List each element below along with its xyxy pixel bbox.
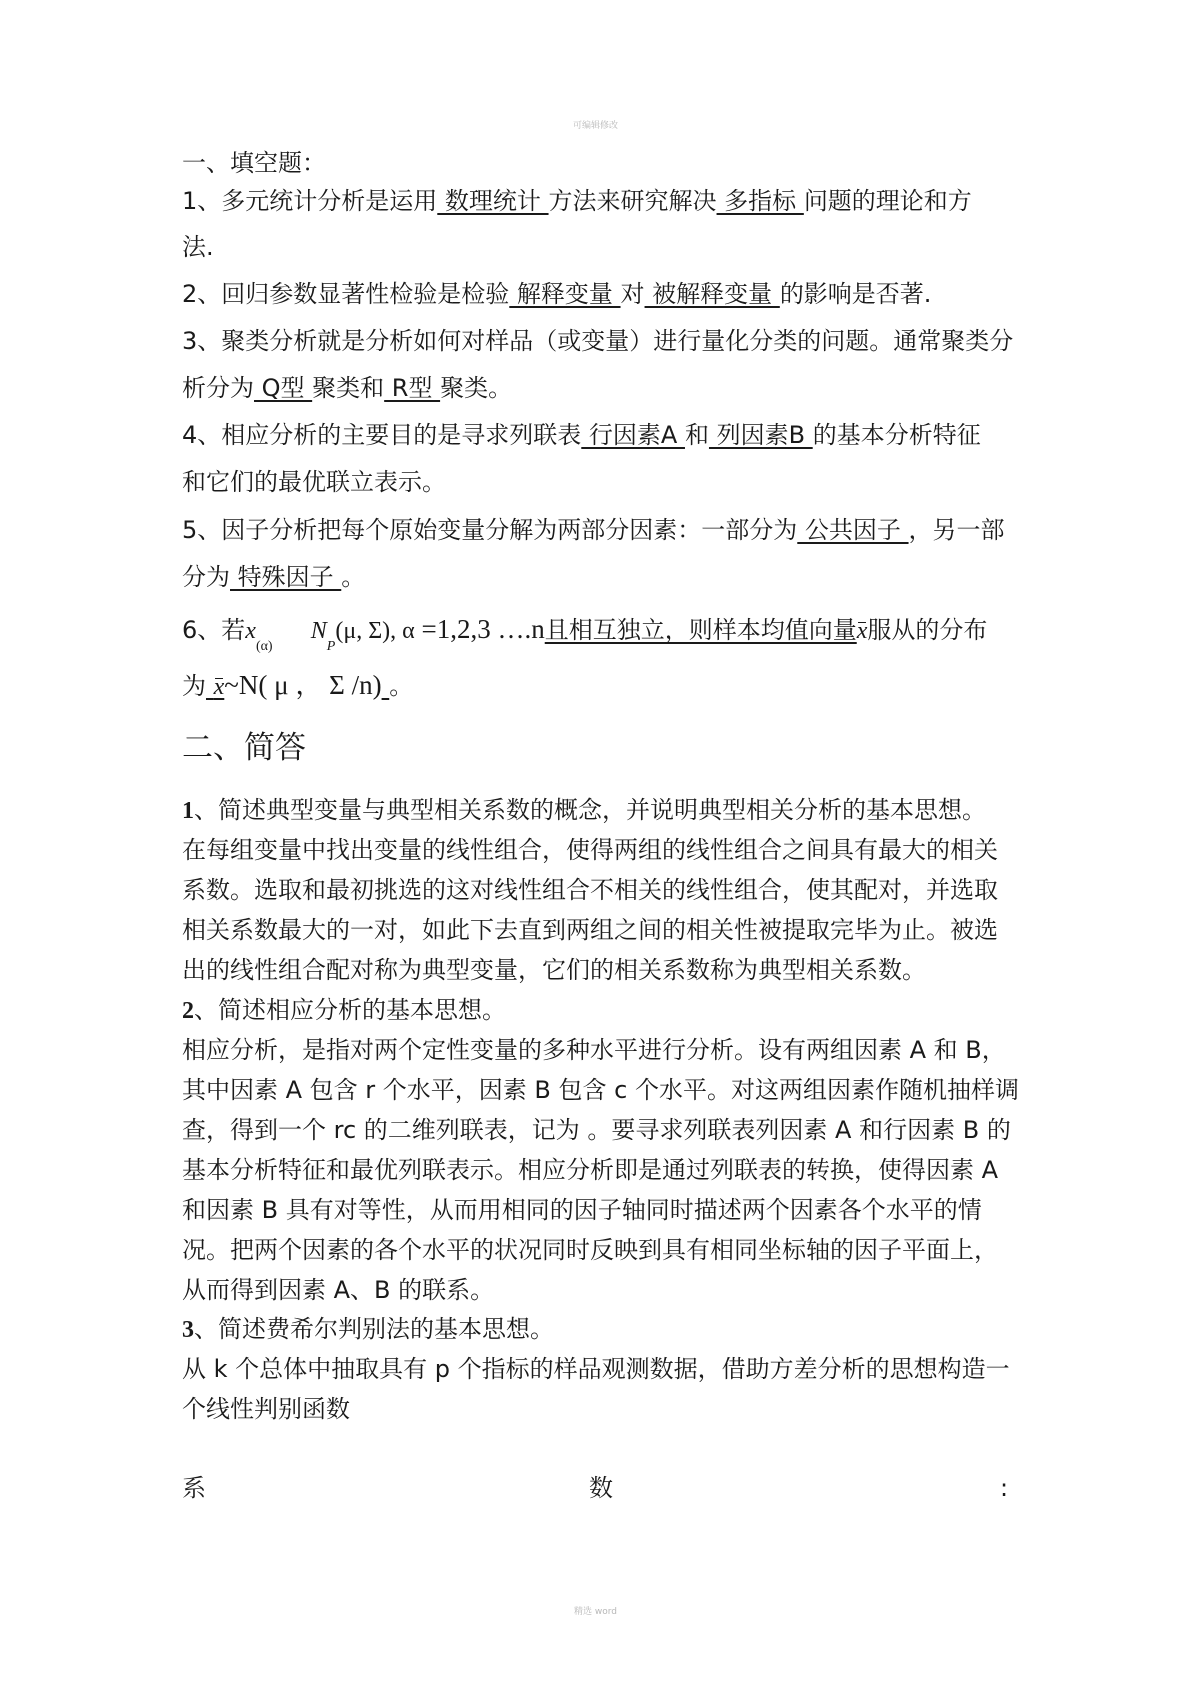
q2-line <box>182 279 931 309</box>
s2-q3-number: 3 <box>182 1317 194 1343</box>
section-1-title: 一、填空题： <box>182 149 326 177</box>
q4-text-c: 和 <box>684 421 709 449</box>
s2-q3-tail-1: 系 <box>182 1474 206 1502</box>
q1-line-2: 法. <box>182 233 214 261</box>
q3-line-1: 3、聚类分析就是分析如何对样品（或变量）进行量化分类的问题。通常聚类分 <box>182 327 1014 355</box>
q3-answer-1: Q型 <box>254 374 313 402</box>
s2-q2-number: 2 <box>182 998 194 1024</box>
s2-q1-answer-line: 出的线性组合配对称为典型变量，它们的相关系数称为典型相关系数。 <box>182 956 926 984</box>
q6-text-a: 6、若 <box>182 616 246 644</box>
section-2-title: 二、简答 <box>182 730 306 766</box>
s2-q1-answer-line: 相关系数最大的一对，如此下去直到两组之间的相关性被提取完毕为止。被选 <box>182 916 998 944</box>
q5-answer-1: 公共因子 <box>797 516 909 544</box>
s2-q3-tail-3: : <box>1000 1474 1009 1502</box>
q1-line-1 <box>182 186 972 216</box>
q1-answer-1: 数理统计 <box>437 187 549 215</box>
q5-answer-2: 特殊因子 <box>230 563 342 591</box>
q6-text-d: 为 <box>182 672 206 700</box>
q6-x-sub: (α) <box>255 639 273 654</box>
s2-q3-tail-2: 数 <box>589 1474 613 1502</box>
s2-q2-answer-line: 查，得到一个 rc 的二维列联表，记为 。要寻求列联表列因素 A 和行因素 B 的 <box>182 1116 1011 1144</box>
s2-q2-answer-line: 其中因素 A 包含 r 个水平，因素 B 包含 c 个水平。对这两组因素作随机抽样调 <box>182 1076 1019 1104</box>
q5-line-1 <box>182 515 1005 545</box>
q6-xbar-2: x <box>213 674 225 700</box>
s2-q3-text: 、简述费希尔判别法的基本思想。 <box>194 1315 554 1343</box>
q2-answer-2: 被解释变量 <box>644 280 780 308</box>
q3-text-b: 析分为 <box>182 374 254 402</box>
q4-answer-2: 列因素B <box>708 421 813 449</box>
s2-q2-answer-line: 相应分析，是指对两个定性变量的多种水平进行分析。设有两组因素 A 和 B， <box>182 1036 1006 1064</box>
s2-q2-answer-line: 从而得到因素 A、B 的联系。 <box>182 1276 495 1304</box>
q5-text-c: ，另一部 <box>908 516 1005 544</box>
q6-x: x <box>245 618 256 644</box>
page-header-note: 可编辑修改 <box>572 121 618 131</box>
s2-q1-number: 1 <box>182 798 194 824</box>
page-footer-note: 精选 word <box>574 1607 617 1617</box>
s2-q3-answer-line: 个线性判别函数 <box>182 1395 350 1423</box>
q6-distribution: ~N( μ ， Σ /n) <box>224 670 382 700</box>
q6-N: N <box>310 618 327 644</box>
q4-text-d: 的基本分析特征 <box>812 421 981 449</box>
q1-text-a: 1、多元统计分析是运用 <box>182 187 438 215</box>
q4-line-2: 和它们的最优联立表示。 <box>182 468 446 496</box>
s2-q3-question <box>182 1314 554 1345</box>
q6-line-1 <box>182 614 988 654</box>
q1-text-d: 问题的理论和方 <box>803 187 972 215</box>
q2-text-d: 的影响是否著. <box>779 280 932 308</box>
s2-q1-text: 、简述典型变量与典型相关系数的概念，并说明典型相关分析的基本思想。 <box>194 796 986 824</box>
q6-line-2 <box>182 670 413 702</box>
q5-text-d: 分为 <box>182 563 230 591</box>
s2-q2-text: 、简述相应分析的基本思想。 <box>194 996 506 1024</box>
q5-text-e: 。 <box>341 563 366 591</box>
s2-q2-question <box>182 995 506 1026</box>
q6-N-sub: P <box>326 639 336 654</box>
q3-answer-2: R型 <box>384 374 441 402</box>
s2-q3-answer-line: 从 k 个总体中抽取具有 p 个指标的样品观测数据，借助方差分析的思想构造一 <box>182 1355 1010 1383</box>
q5-line-2 <box>182 562 365 592</box>
s2-q2-answer-line: 况。把两个因素的各个水平的状况同时反映到具有相同坐标轴的因子平面上， <box>182 1236 998 1264</box>
q2-text-a: 2、回归参数显著性检验是检验 <box>182 280 510 308</box>
q3-text-d: 聚类。 <box>440 374 513 402</box>
q6-xbar: x <box>856 618 868 644</box>
q4-text-a: 4、相应分析的主要目的是寻求列联表 <box>182 421 582 449</box>
q4-answer-1: 行因素A <box>581 421 685 449</box>
s2-q2-answer-line: 和因素 B 具有对等性，从而用相同的因子轴同时描述两个因素各个水平的情 <box>182 1196 982 1224</box>
q6-text-b: 且相互独立，则样本均值向量 <box>544 616 857 644</box>
s2-q1-answer-line: 在每组变量中找出变量的线性组合，使得两组的线性组合之间具有最大的相关 <box>182 836 998 864</box>
q6-text-c: 服从的分布 <box>867 616 988 644</box>
q3-text-c: 聚类和 <box>312 374 385 402</box>
s2-q1-question <box>182 795 986 826</box>
q1-answer-2: 多指标 <box>716 187 804 215</box>
q5-text-a: 5、因子分析把每个原始变量分解为两部分因素：一部分为 <box>182 516 798 544</box>
s2-q2-answer-line: 基本分析特征和最优列联表示。相应分析即是通过列联表的转换，使得因素 A <box>182 1156 999 1184</box>
q6-params: (μ, Σ), α <box>335 618 415 644</box>
q6-text-f: 。 <box>389 672 414 700</box>
q4-line-1 <box>182 420 981 450</box>
q3-line-2 <box>182 373 512 403</box>
q6-range: =1,2,3 ….n <box>414 614 545 644</box>
s2-q1-answer-line: 系数。选取和最初挑选的这对线性组合不相关的线性组合，使其配对，并选取 <box>182 876 998 904</box>
q1-text-c: 方法来研究解决 <box>548 187 717 215</box>
q2-answer-1: 解释变量 <box>509 280 621 308</box>
q2-text-c: 对 <box>620 280 645 308</box>
